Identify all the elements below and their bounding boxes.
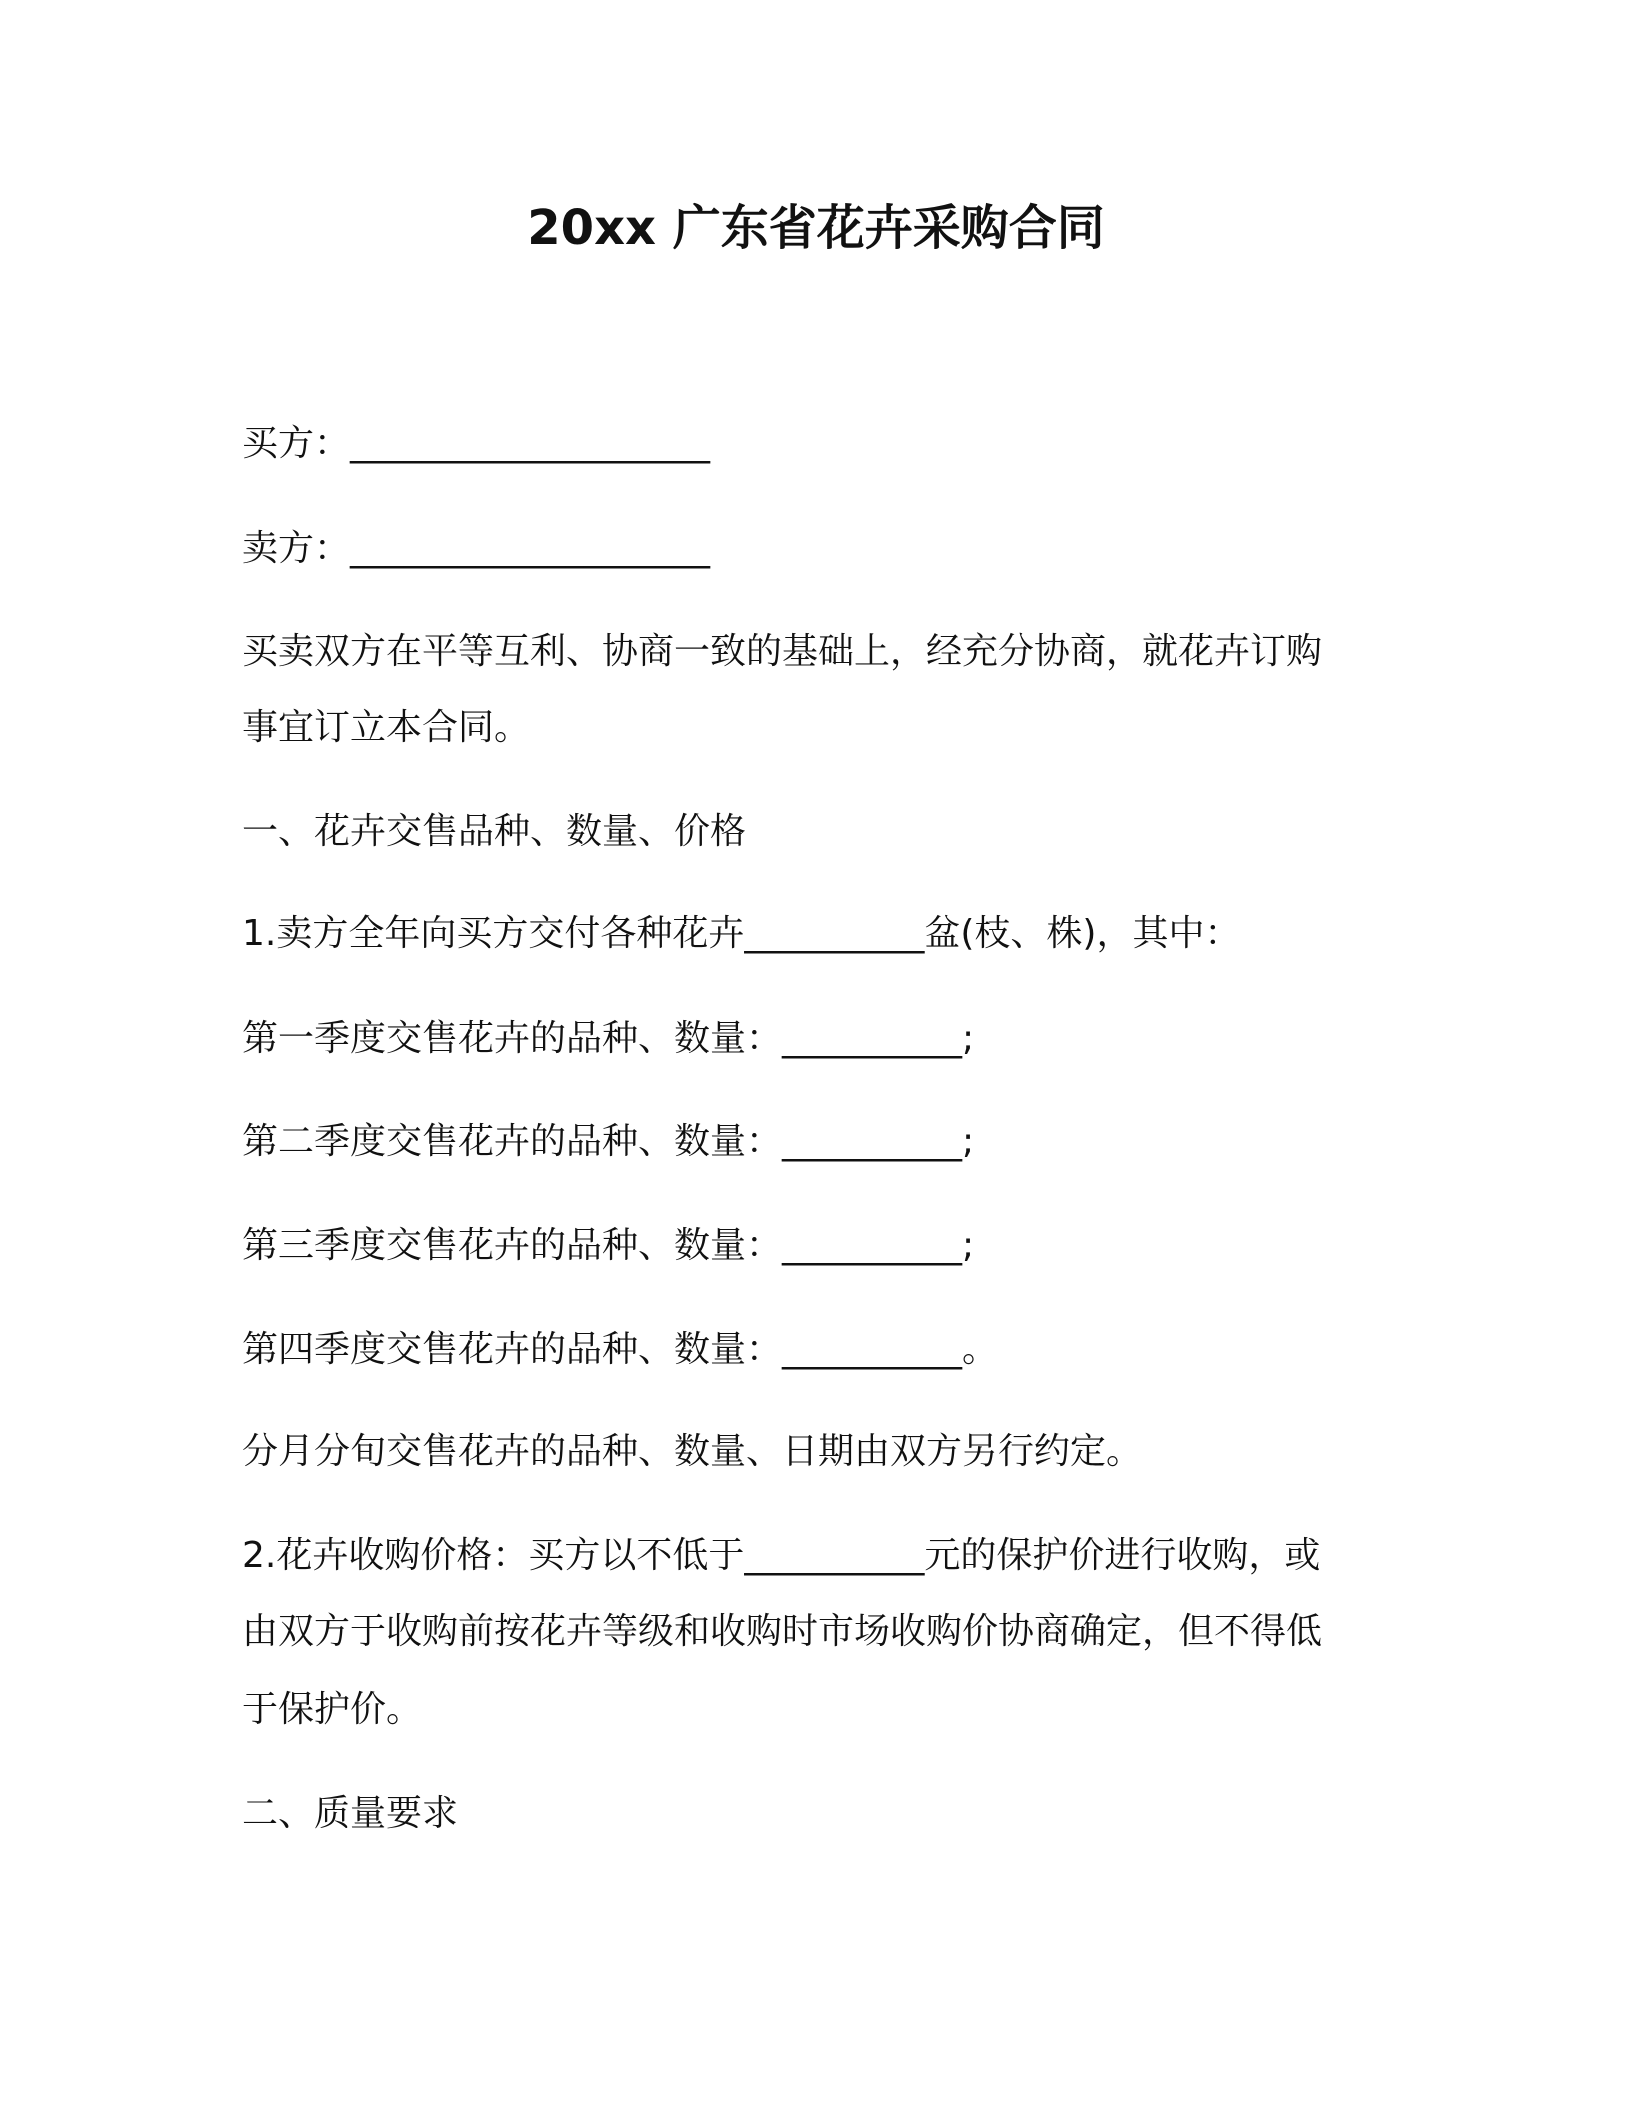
monthly-delivery-note: 分月分旬交售花卉的品种、数量、日期由双方另行约定。	[242, 1431, 1143, 1472]
seller-line: 卖方：____________________	[242, 528, 711, 569]
quarter-2-line: 第二季度交售花卉的品种、数量：__________;	[242, 1121, 975, 1162]
quarter-4-line: 第四季度交售花卉的品种、数量：__________。	[242, 1329, 999, 1370]
item-2-line-2: 由双方于收购前按花卉等级和收购时市场收购价协商确定，但不得低	[242, 1611, 1323, 1652]
quarter-3-line: 第三季度交售花卉的品种、数量：__________;	[242, 1225, 975, 1266]
item-2-line-3: 于保护价。	[242, 1689, 423, 1730]
intro-line-2: 事宜订立本合同。	[242, 707, 531, 748]
item-2-line-1: 2.花卉收购价格：买方以不低于__________元的保护价进行收购，或	[242, 1535, 1321, 1576]
item-1-text: 1.卖方全年向买方交付各种花卉__________盆(枝、株)，其中：	[242, 913, 1241, 954]
document-title: 20xx 广东省花卉采购合同	[527, 200, 1105, 256]
section-2-heading: 二、质量要求	[242, 1793, 459, 1834]
intro-line-1: 买卖双方在平等互利、协商一致的基础上，经充分协商，就花卉订购	[242, 631, 1323, 672]
section-1-heading: 一、花卉交售品种、数量、价格	[242, 811, 747, 852]
quarter-1-line: 第一季度交售花卉的品种、数量：__________;	[242, 1018, 975, 1059]
buyer-line: 买方：____________________	[242, 423, 711, 464]
